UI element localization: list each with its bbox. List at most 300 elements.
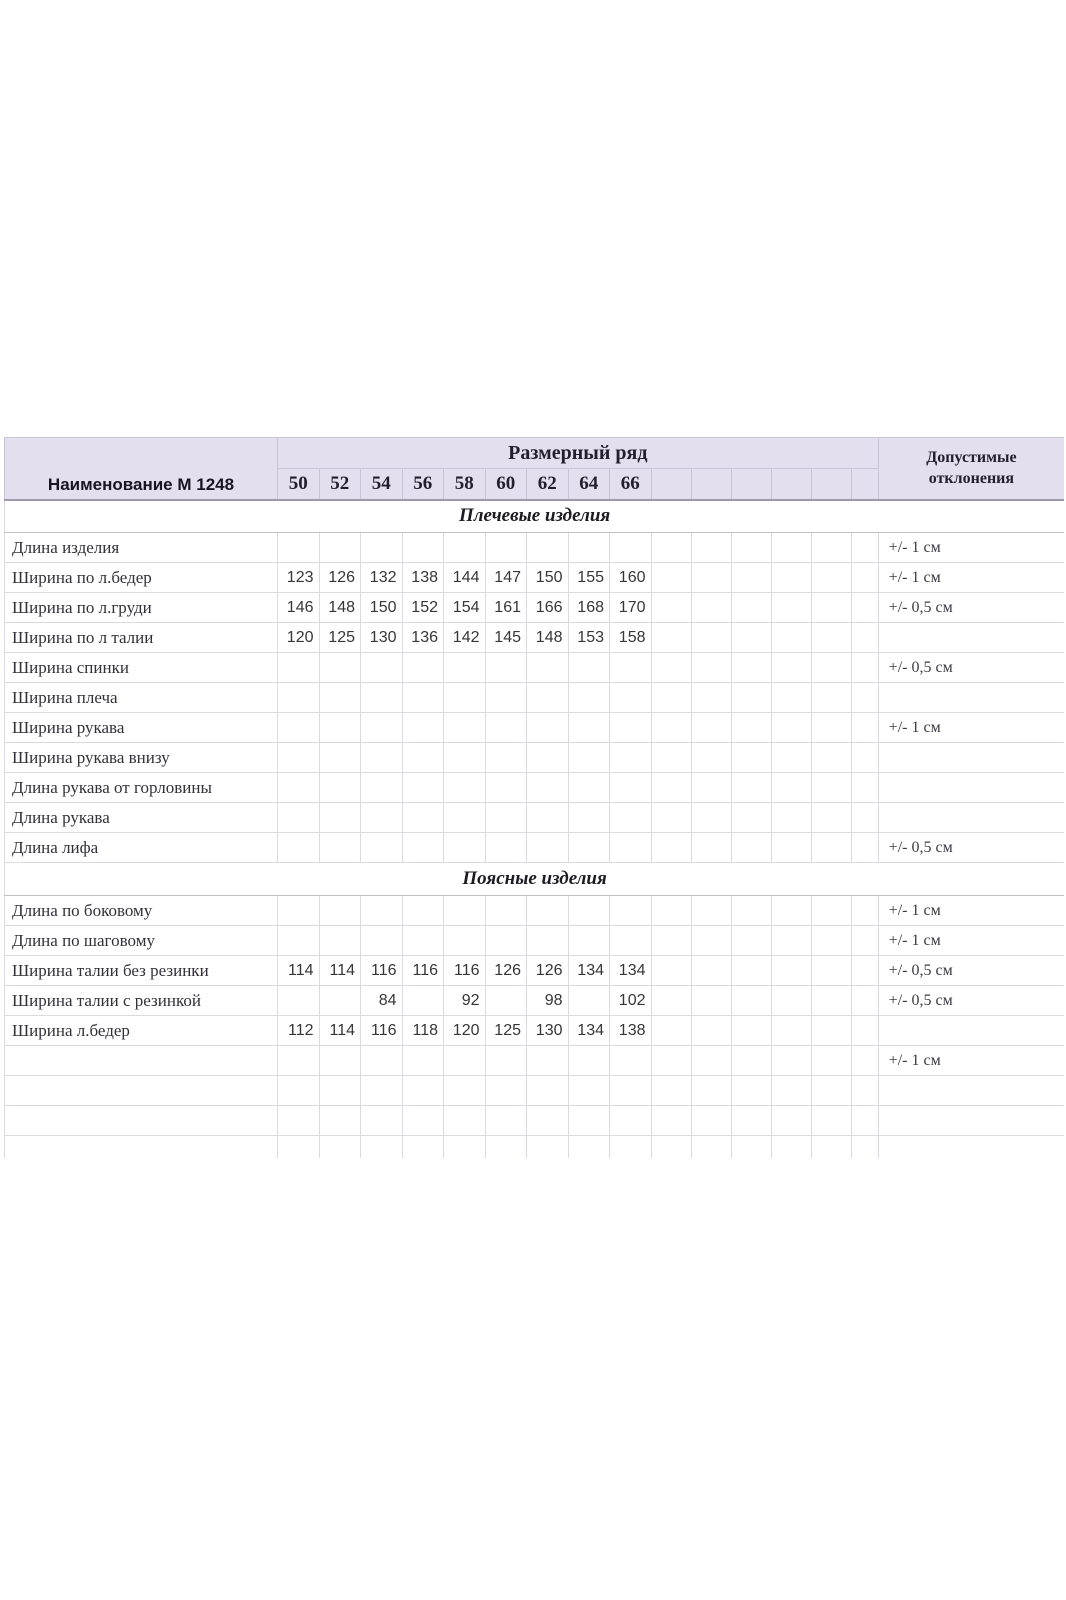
value-cell [568,683,610,713]
value-cell: 134 [610,956,652,986]
value-cell [278,533,320,563]
value-cell [485,896,527,926]
empty-cell [771,1106,811,1136]
value-cell: 154 [444,593,486,623]
value-cell: 132 [361,563,403,593]
empty-cell [651,623,691,653]
empty-cell [651,773,691,803]
empty-cell [691,683,731,713]
empty-cell [691,1016,731,1046]
tolerance-cell: +/- 1 см [878,896,1064,926]
value-cell: 145 [485,623,527,653]
tolerance-cell [878,1136,1064,1159]
value-cell: 155 [568,563,610,593]
value-cell [278,896,320,926]
row-label: Длина по боковому [5,896,278,926]
value-cell: 168 [568,593,610,623]
value-cell [485,986,527,1016]
empty-cell [811,803,851,833]
value-cell [568,1076,610,1106]
value-cell [485,1106,527,1136]
row-label: Ширина по л талии [5,623,278,653]
empty-cell [651,1136,691,1159]
value-cell [319,1106,361,1136]
empty-cell [771,773,811,803]
value-cell [444,743,486,773]
value-cell: 120 [278,623,320,653]
value-cell [485,743,527,773]
value-cell [278,1076,320,1106]
value-cell: 147 [485,563,527,593]
value-cell: 130 [361,623,403,653]
value-cell [402,986,444,1016]
value-cell [402,833,444,863]
value-cell: 160 [610,563,652,593]
empty-cell [771,833,811,863]
empty-cell [771,683,811,713]
value-cell: 144 [444,563,486,593]
value-cell [319,926,361,956]
value-cell: 126 [485,956,527,986]
tolerance-cell: +/- 0,5 см [878,986,1064,1016]
empty-cell [731,956,771,986]
tolerance-cell [878,1016,1064,1046]
row-label: Ширина талии с резинкой [5,986,278,1016]
empty-cell [731,743,771,773]
row-label [5,1046,278,1076]
empty-cell [811,926,851,956]
table-row [5,803,1065,833]
empty-cell [811,743,851,773]
value-cell [361,1076,403,1106]
empty-cell [851,1046,878,1076]
empty-cell [691,743,731,773]
value-cell [610,773,652,803]
value-cell [278,1046,320,1076]
row-label: Ширина рукава внизу [5,743,278,773]
empty-cell [651,803,691,833]
empty-cell [651,956,691,986]
value-cell [361,683,403,713]
size-range-header: Размерный ряд [278,438,879,469]
value-cell [444,926,486,956]
empty-cell [851,623,878,653]
empty-cell [691,593,731,623]
value-cell [319,533,361,563]
value-cell [568,1046,610,1076]
empty-cell [771,1046,811,1076]
empty-cell [771,1076,811,1106]
value-cell [278,743,320,773]
value-cell [568,713,610,743]
value-cell: 161 [485,593,527,623]
empty-cell [731,683,771,713]
value-cell: 153 [568,623,610,653]
value-cell: 125 [485,1016,527,1046]
value-cell [568,986,610,1016]
empty-cell [651,593,691,623]
empty-cell [691,926,731,956]
empty-cell [731,653,771,683]
value-cell [485,713,527,743]
value-cell [361,833,403,863]
value-cell [319,986,361,1016]
table-row [5,623,1065,653]
table-row [5,563,1065,593]
value-cell [361,773,403,803]
empty-cell [731,1136,771,1159]
value-cell: 84 [361,986,403,1016]
size-col-66: 66 [610,469,652,500]
value-cell: 136 [402,623,444,653]
empty-cell [691,653,731,683]
section-row [5,863,1065,896]
value-cell: 166 [527,593,569,623]
value-cell [361,803,403,833]
row-label [5,1106,278,1136]
row-label: Ширина по л.бедер [5,563,278,593]
row-label: Длина рукава [5,803,278,833]
value-cell [485,926,527,956]
empty-cell [811,896,851,926]
value-cell [319,1076,361,1106]
value-cell [402,1106,444,1136]
value-cell: 152 [402,593,444,623]
value-cell [568,653,610,683]
value-cell [485,1136,527,1159]
empty-cell [851,926,878,956]
value-cell: 116 [444,956,486,986]
empty-cell [651,833,691,863]
value-cell [278,803,320,833]
empty-cell [651,1046,691,1076]
tolerance-header-cell [878,438,1064,500]
table-row [5,1106,1065,1136]
value-cell [361,896,403,926]
tolerance-cell [878,803,1064,833]
table-row [5,896,1065,926]
value-cell [444,1076,486,1106]
row-label: Ширина плеча [5,683,278,713]
empty-cell [851,896,878,926]
value-cell [610,653,652,683]
value-cell: 134 [568,956,610,986]
value-cell: 116 [402,956,444,986]
value-cell [610,1136,652,1159]
size-col-62: 62 [527,469,569,500]
row-label: Длина изделия [5,533,278,563]
value-cell [527,1136,569,1159]
empty-cell [691,1046,731,1076]
value-cell [402,1136,444,1159]
empty-cell [811,956,851,986]
size-col-empty [731,469,771,500]
value-cell: 114 [319,956,361,986]
value-cell [402,1046,444,1076]
value-cell [319,1046,361,1076]
value-cell [319,896,361,926]
value-cell: 170 [610,593,652,623]
value-cell [444,1046,486,1076]
empty-cell [651,1076,691,1106]
value-cell [568,803,610,833]
empty-cell [851,713,878,743]
empty-cell [731,1106,771,1136]
tolerance-cell: +/- 1 см [878,713,1064,743]
empty-cell [691,956,731,986]
empty-cell [811,533,851,563]
value-cell [610,896,652,926]
empty-cell [851,1076,878,1106]
empty-cell [731,896,771,926]
empty-cell [851,533,878,563]
empty-cell [651,926,691,956]
row-label: Ширина спинки [5,653,278,683]
value-cell [402,743,444,773]
value-cell [610,1076,652,1106]
tolerance-cell: +/- 0,5 см [878,956,1064,986]
tolerance-cell: +/- 1 см [878,563,1064,593]
empty-cell [771,593,811,623]
value-cell [610,833,652,863]
size-chart-table [4,437,1064,1158]
empty-cell [651,1016,691,1046]
value-cell: 116 [361,956,403,986]
row-label: Длина рукава от горловины [5,773,278,803]
value-cell: 112 [278,1016,320,1046]
empty-cell [731,773,771,803]
empty-cell [691,533,731,563]
value-cell [278,1106,320,1136]
value-cell: 118 [402,1016,444,1046]
empty-cell [651,683,691,713]
empty-cell [771,986,811,1016]
value-cell [319,803,361,833]
value-cell: 148 [527,623,569,653]
tolerance-cell: +/- 1 см [878,1046,1064,1076]
table-row [5,773,1065,803]
value-cell [402,926,444,956]
table-row [5,956,1065,986]
empty-cell [811,1136,851,1159]
row-label: Ширина талии без резинки [5,956,278,986]
table-row [5,1046,1065,1076]
tolerance-cell [878,623,1064,653]
value-cell: 150 [527,563,569,593]
empty-cell [771,623,811,653]
empty-cell [851,1136,878,1159]
value-cell [527,926,569,956]
empty-cell [771,653,811,683]
value-cell [444,773,486,803]
value-cell: 138 [610,1016,652,1046]
empty-cell [651,986,691,1016]
value-cell [568,896,610,926]
empty-cell [771,896,811,926]
size-col-50: 50 [278,469,320,500]
empty-cell [851,743,878,773]
value-cell: 116 [361,1016,403,1046]
empty-cell [731,533,771,563]
value-cell: 114 [319,1016,361,1046]
row-label [5,1136,278,1159]
value-cell [485,1076,527,1106]
value-cell [319,833,361,863]
empty-cell [851,833,878,863]
value-cell: 126 [319,563,361,593]
value-cell [402,653,444,683]
empty-cell [651,713,691,743]
size-col-54: 54 [361,469,403,500]
value-cell [278,1136,320,1159]
value-cell [402,773,444,803]
value-cell [402,803,444,833]
table-title-cell: Наименование М 1248 [5,438,278,500]
value-cell [568,533,610,563]
tolerance-cell [878,743,1064,773]
empty-cell [651,533,691,563]
empty-cell [691,713,731,743]
value-cell [361,743,403,773]
empty-cell [811,683,851,713]
value-cell: 102 [610,986,652,1016]
value-cell [444,713,486,743]
row-label: Длина по шаговому [5,926,278,956]
empty-cell [851,956,878,986]
value-cell [444,1136,486,1159]
table-row [5,833,1065,863]
table-row [5,926,1065,956]
empty-cell [771,563,811,593]
value-cell [402,1076,444,1106]
empty-cell [851,1106,878,1136]
value-cell: 146 [278,593,320,623]
value-cell [527,1106,569,1136]
empty-cell [731,593,771,623]
empty-cell [731,1076,771,1106]
value-cell [278,926,320,956]
value-cell [610,926,652,956]
row-label: Ширина л.бедер [5,1016,278,1046]
value-cell [527,683,569,713]
empty-cell [771,1016,811,1046]
value-cell [361,1106,403,1136]
tolerance-cell: +/- 1 см [878,533,1064,563]
value-cell [485,683,527,713]
empty-cell [811,653,851,683]
tolerance-cell [878,1076,1064,1106]
value-cell: 92 [444,986,486,1016]
value-cell [278,683,320,713]
empty-cell [811,1046,851,1076]
row-label: Ширина по л.груди [5,593,278,623]
value-cell [527,803,569,833]
empty-cell [811,1016,851,1046]
value-cell [568,773,610,803]
table-row [5,533,1065,563]
value-cell [361,653,403,683]
empty-cell [771,533,811,563]
value-cell: 123 [278,563,320,593]
value-cell [278,986,320,1016]
table-row [5,593,1065,623]
empty-cell [651,563,691,593]
value-cell [278,713,320,743]
value-cell [485,803,527,833]
empty-cell [771,713,811,743]
value-cell [278,653,320,683]
empty-cell [731,563,771,593]
size-col-58: 58 [444,469,486,500]
empty-cell [811,713,851,743]
empty-cell [851,653,878,683]
value-cell: 150 [361,593,403,623]
tolerance-header-line2: отклонения [928,470,1015,488]
empty-cell [851,773,878,803]
empty-cell [691,986,731,1016]
value-cell [485,1046,527,1076]
empty-cell [731,833,771,863]
value-cell [319,1136,361,1159]
value-cell [278,773,320,803]
table-row [5,1136,1065,1159]
value-cell [610,1106,652,1136]
empty-cell [811,563,851,593]
value-cell [527,713,569,743]
table-row [5,743,1065,773]
section-title: Плечевые изделия [5,500,1065,533]
value-cell [444,896,486,926]
empty-cell [811,1106,851,1136]
value-cell: 120 [444,1016,486,1046]
value-cell: 148 [319,593,361,623]
value-cell [610,743,652,773]
tolerance-cell: +/- 1 см [878,926,1064,956]
size-col-64: 64 [568,469,610,500]
empty-cell [731,986,771,1016]
empty-cell [691,803,731,833]
value-cell [527,653,569,683]
empty-cell [731,1046,771,1076]
empty-cell [771,803,811,833]
value-cell [485,653,527,683]
value-cell [444,533,486,563]
value-cell [402,533,444,563]
size-col-60: 60 [485,469,527,500]
value-cell [568,1136,610,1159]
size-col-empty [771,469,811,500]
value-cell [527,896,569,926]
value-cell [361,1136,403,1159]
table-row [5,986,1065,1016]
tolerance-cell [878,773,1064,803]
empty-cell [851,1016,878,1046]
empty-cell [651,743,691,773]
row-label: Ширина рукава [5,713,278,743]
size-col-empty [851,469,878,500]
size-col-56: 56 [402,469,444,500]
size-chart [4,437,1064,1158]
value-cell [610,533,652,563]
empty-cell [651,653,691,683]
value-cell [568,833,610,863]
size-col-empty [651,469,691,500]
value-cell [319,743,361,773]
table-row [5,683,1065,713]
empty-cell [691,896,731,926]
empty-cell [811,623,851,653]
empty-cell [771,926,811,956]
